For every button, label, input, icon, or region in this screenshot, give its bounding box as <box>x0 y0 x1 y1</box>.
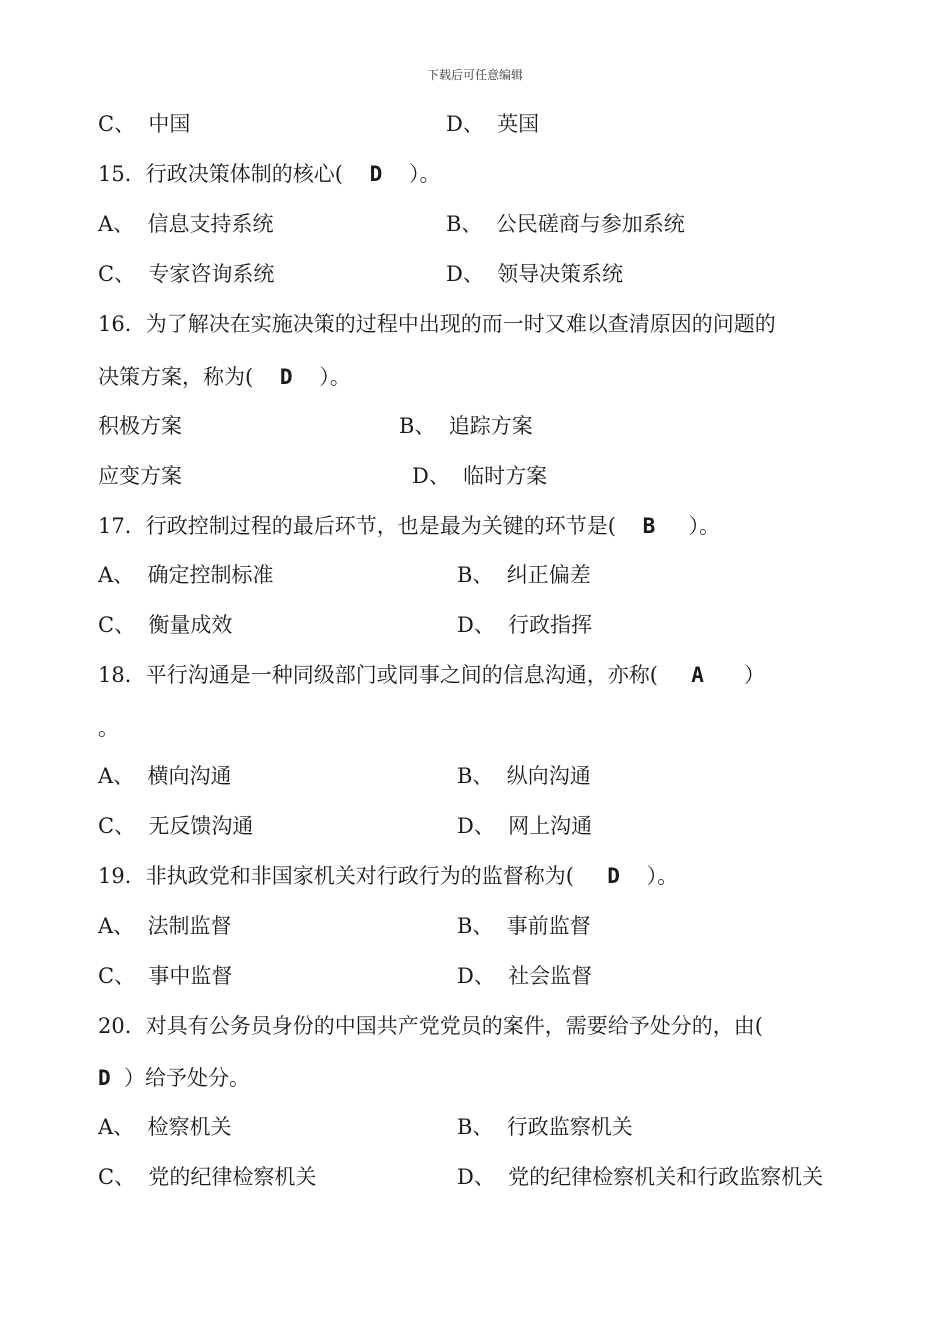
q19-stem-text: 19．非执政党和非国家机关对行政行为的监督称为( <box>98 864 608 888</box>
q16-answer: D <box>279 365 293 389</box>
q20-answer: D <box>98 1066 111 1090</box>
q19-stem-end: ）。 <box>619 864 679 888</box>
q17-option-c: C、 衡量成效 <box>98 613 233 637</box>
q17-option-a: A、 确定控制标准 <box>98 563 274 587</box>
q18-stem-end: ） <box>703 663 766 687</box>
q16-option-a: 积极方案 <box>98 414 182 438</box>
q14-option-c: C、 中国 <box>98 112 191 136</box>
q17-stem-end: ）。 <box>655 514 721 538</box>
q19-option-c: C、 事中监督 <box>98 964 233 988</box>
q18-option-b: B、 纵向沟通 <box>457 764 591 788</box>
page-header: 下载后可任意编辑 <box>426 68 523 82</box>
q18-option-c: C、 无反馈沟通 <box>98 814 254 838</box>
q17-answer: B <box>642 514 656 538</box>
q15-option-b: B、 公民磋商与参加系统 <box>446 212 685 236</box>
q20-stem-line1: 20．对具有公务员身份的中国共产党党员的案件，需要给予处分的，由( <box>98 1014 763 1038</box>
q15-stem-text: 15．行政决策体制的核心( <box>98 162 370 186</box>
q18-stem-line2: 。 <box>98 716 119 740</box>
q15-stem-end: ）。 <box>382 162 441 186</box>
q15-stem <box>98 161 440 187</box>
q20-stem-end: ）给予处分。 <box>110 1066 251 1090</box>
q20-option-d: D、 党的纪律检察机关和行政监察机关 <box>457 1165 824 1189</box>
q17-option-d: D、 行政指挥 <box>457 613 593 637</box>
q16-stem-line1: 16．为了解决在实施决策的过程中出现的而一时又难以查清原因的问题的 <box>98 312 776 336</box>
q15-option-a: A、 信息支持系统 <box>98 212 274 236</box>
q16-stem-end: ）。 <box>292 365 351 389</box>
q16-stem-text: 决策方案，称为( <box>98 365 280 389</box>
q17-option-b: B、 纠正偏差 <box>457 563 591 587</box>
q17-stem <box>98 513 720 539</box>
q20-option-b: B、 行政监察机关 <box>457 1115 633 1139</box>
q18-stem <box>98 662 765 688</box>
q14-option-d: D、 英国 <box>446 112 540 136</box>
q15-option-c: C、 专家咨询系统 <box>98 262 275 286</box>
q16-stem-line2 <box>98 364 351 390</box>
q18-option-a: A、 横向沟通 <box>98 764 232 788</box>
q18-stem-text: 18．平行沟通是一种同级部门或同事之间的信息沟通，亦称( <box>98 663 692 687</box>
q18-option-d: D、 网上沟通 <box>457 814 593 838</box>
q16-option-d: D、 临时方案 <box>412 464 548 488</box>
q19-stem <box>98 863 678 889</box>
q15-answer: D <box>369 162 383 186</box>
q19-option-d: D、 社会监督 <box>457 964 593 988</box>
q20-option-c: C、 党的纪律检察机关 <box>98 1165 317 1189</box>
q20-option-a: A、 检察机关 <box>98 1115 232 1139</box>
q16-option-c: 应变方案 <box>98 464 182 488</box>
q16-option-b: B、 追踪方案 <box>399 414 533 438</box>
q19-option-b: B、 事前监督 <box>457 914 591 938</box>
q18-answer: A <box>691 663 704 687</box>
q20-stem-line2 <box>98 1065 250 1091</box>
q17-stem-text: 17．行政控制过程的最后环节，也是最为关键的环节是( <box>98 514 643 538</box>
q19-option-a: A、 法制监督 <box>98 914 232 938</box>
q19-answer: D <box>607 864 620 888</box>
q15-option-d: D、 领导决策系统 <box>446 262 624 286</box>
